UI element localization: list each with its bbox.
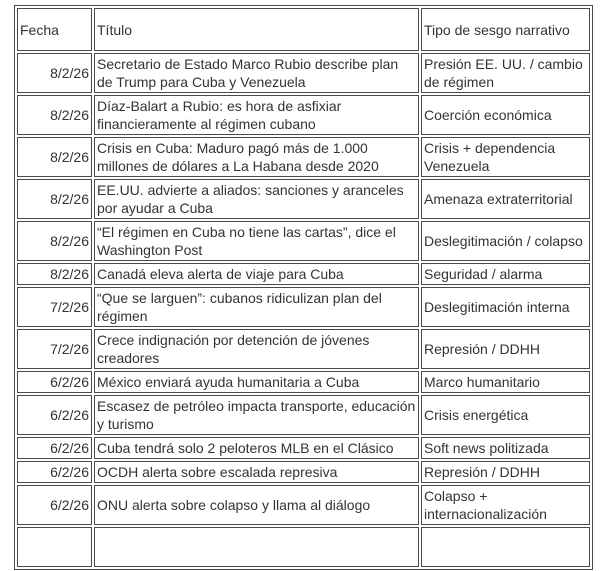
cell-tipo: Presión EE. UU. / cambio de régimen (421, 53, 590, 93)
cell-tipo: Deslegitimación / colapso (421, 221, 590, 261)
cell-titulo: México enviará ayuda humanitaria a Cuba (94, 371, 419, 393)
cell-fecha: 7/2/26 (17, 329, 92, 369)
cell-tipo: Represión / DDHH (421, 461, 590, 483)
cell-titulo: Canadá eleva alerta de viaje para Cuba (94, 263, 419, 285)
cell-titulo: Cuba tendrá solo 2 peloteros MLB en el Clásico (94, 437, 419, 459)
table-row (17, 485, 590, 525)
cell-fecha: 6/2/26 (17, 485, 92, 525)
cell-fecha: 8/2/26 (17, 53, 92, 93)
cell-titulo: Díaz-Balart a Rubio: es hora de asfixiar financieramente al régimen cubano (94, 95, 419, 135)
cell-titulo: ONU alerta sobre colapso y llama al diálogo (94, 485, 419, 525)
table-row (17, 371, 590, 393)
table-row-partial (17, 527, 590, 567)
cell-titulo (94, 527, 419, 567)
cell-tipo: Amenaza extraterritorial (421, 179, 590, 219)
cell-fecha: 8/2/26 (17, 95, 92, 135)
cell-titulo: Secretario de Estado Marco Rubio describe plan de Trump para Cuba y Venezuela (94, 53, 419, 93)
news-bias-table (14, 5, 593, 570)
cell-titulo: “El régimen en Cuba no tiene las cartas”, dice el Washington Post (94, 221, 419, 261)
cell-fecha: 8/2/26 (17, 221, 92, 261)
cell-fecha: 8/2/26 (17, 137, 92, 177)
table-row (17, 329, 590, 369)
table-row (17, 53, 590, 93)
cell-tipo: Marco humanitario (421, 371, 590, 393)
table-row (17, 263, 590, 285)
cell-fecha: 6/2/26 (17, 461, 92, 483)
column-header-fecha: Fecha (17, 8, 92, 51)
cell-fecha: 6/2/26 (17, 395, 92, 435)
cell-tipo: Seguridad / alarma (421, 263, 590, 285)
cell-tipo: Soft news politizada (421, 437, 590, 459)
table-row (17, 137, 590, 177)
cell-titulo: EE.UU. advierte a aliados: sanciones y aranceles por ayudar a Cuba (94, 179, 419, 219)
table-row (17, 395, 590, 435)
cell-titulo: Crisis en Cuba: Maduro pagó más de 1.000 millones de dólares a La Habana desde 2020 (94, 137, 419, 177)
cell-fecha: 7/2/26 (17, 287, 92, 327)
cell-tipo (421, 527, 590, 567)
cell-tipo: Represión / DDHH (421, 329, 590, 369)
table-row (17, 287, 590, 327)
cell-tipo: Deslegitimación interna (421, 287, 590, 327)
cell-tipo: Crisis energética (421, 395, 590, 435)
column-header-titulo: Título (94, 8, 419, 51)
cell-fecha: 6/2/26 (17, 437, 92, 459)
table-row (17, 437, 590, 459)
column-header-tipo: Tipo de sesgo narrativo (421, 8, 590, 51)
cell-fecha: 8/2/26 (17, 263, 92, 285)
cell-titulo: Crece indignación por detención de jóvenes creadores (94, 329, 419, 369)
cell-fecha (17, 527, 92, 567)
cell-titulo: “Que se larguen”: cubanos ridiculizan plan del régimen (94, 287, 419, 327)
cell-fecha: 6/2/26 (17, 371, 92, 393)
cell-fecha: 8/2/26 (17, 179, 92, 219)
header-row (17, 8, 590, 51)
table-row (17, 461, 590, 483)
table-row (17, 179, 590, 219)
table-row (17, 221, 590, 261)
cell-titulo: OCDH alerta sobre escalada represiva (94, 461, 419, 483)
cell-tipo: Coerción económica (421, 95, 590, 135)
cell-tipo: Crisis + dependencia Venezuela (421, 137, 590, 177)
cell-tipo: Colapso + internacionalización (421, 485, 590, 525)
cell-titulo: Escasez de petróleo impacta transporte, educación y turismo (94, 395, 419, 435)
table-row (17, 95, 590, 135)
